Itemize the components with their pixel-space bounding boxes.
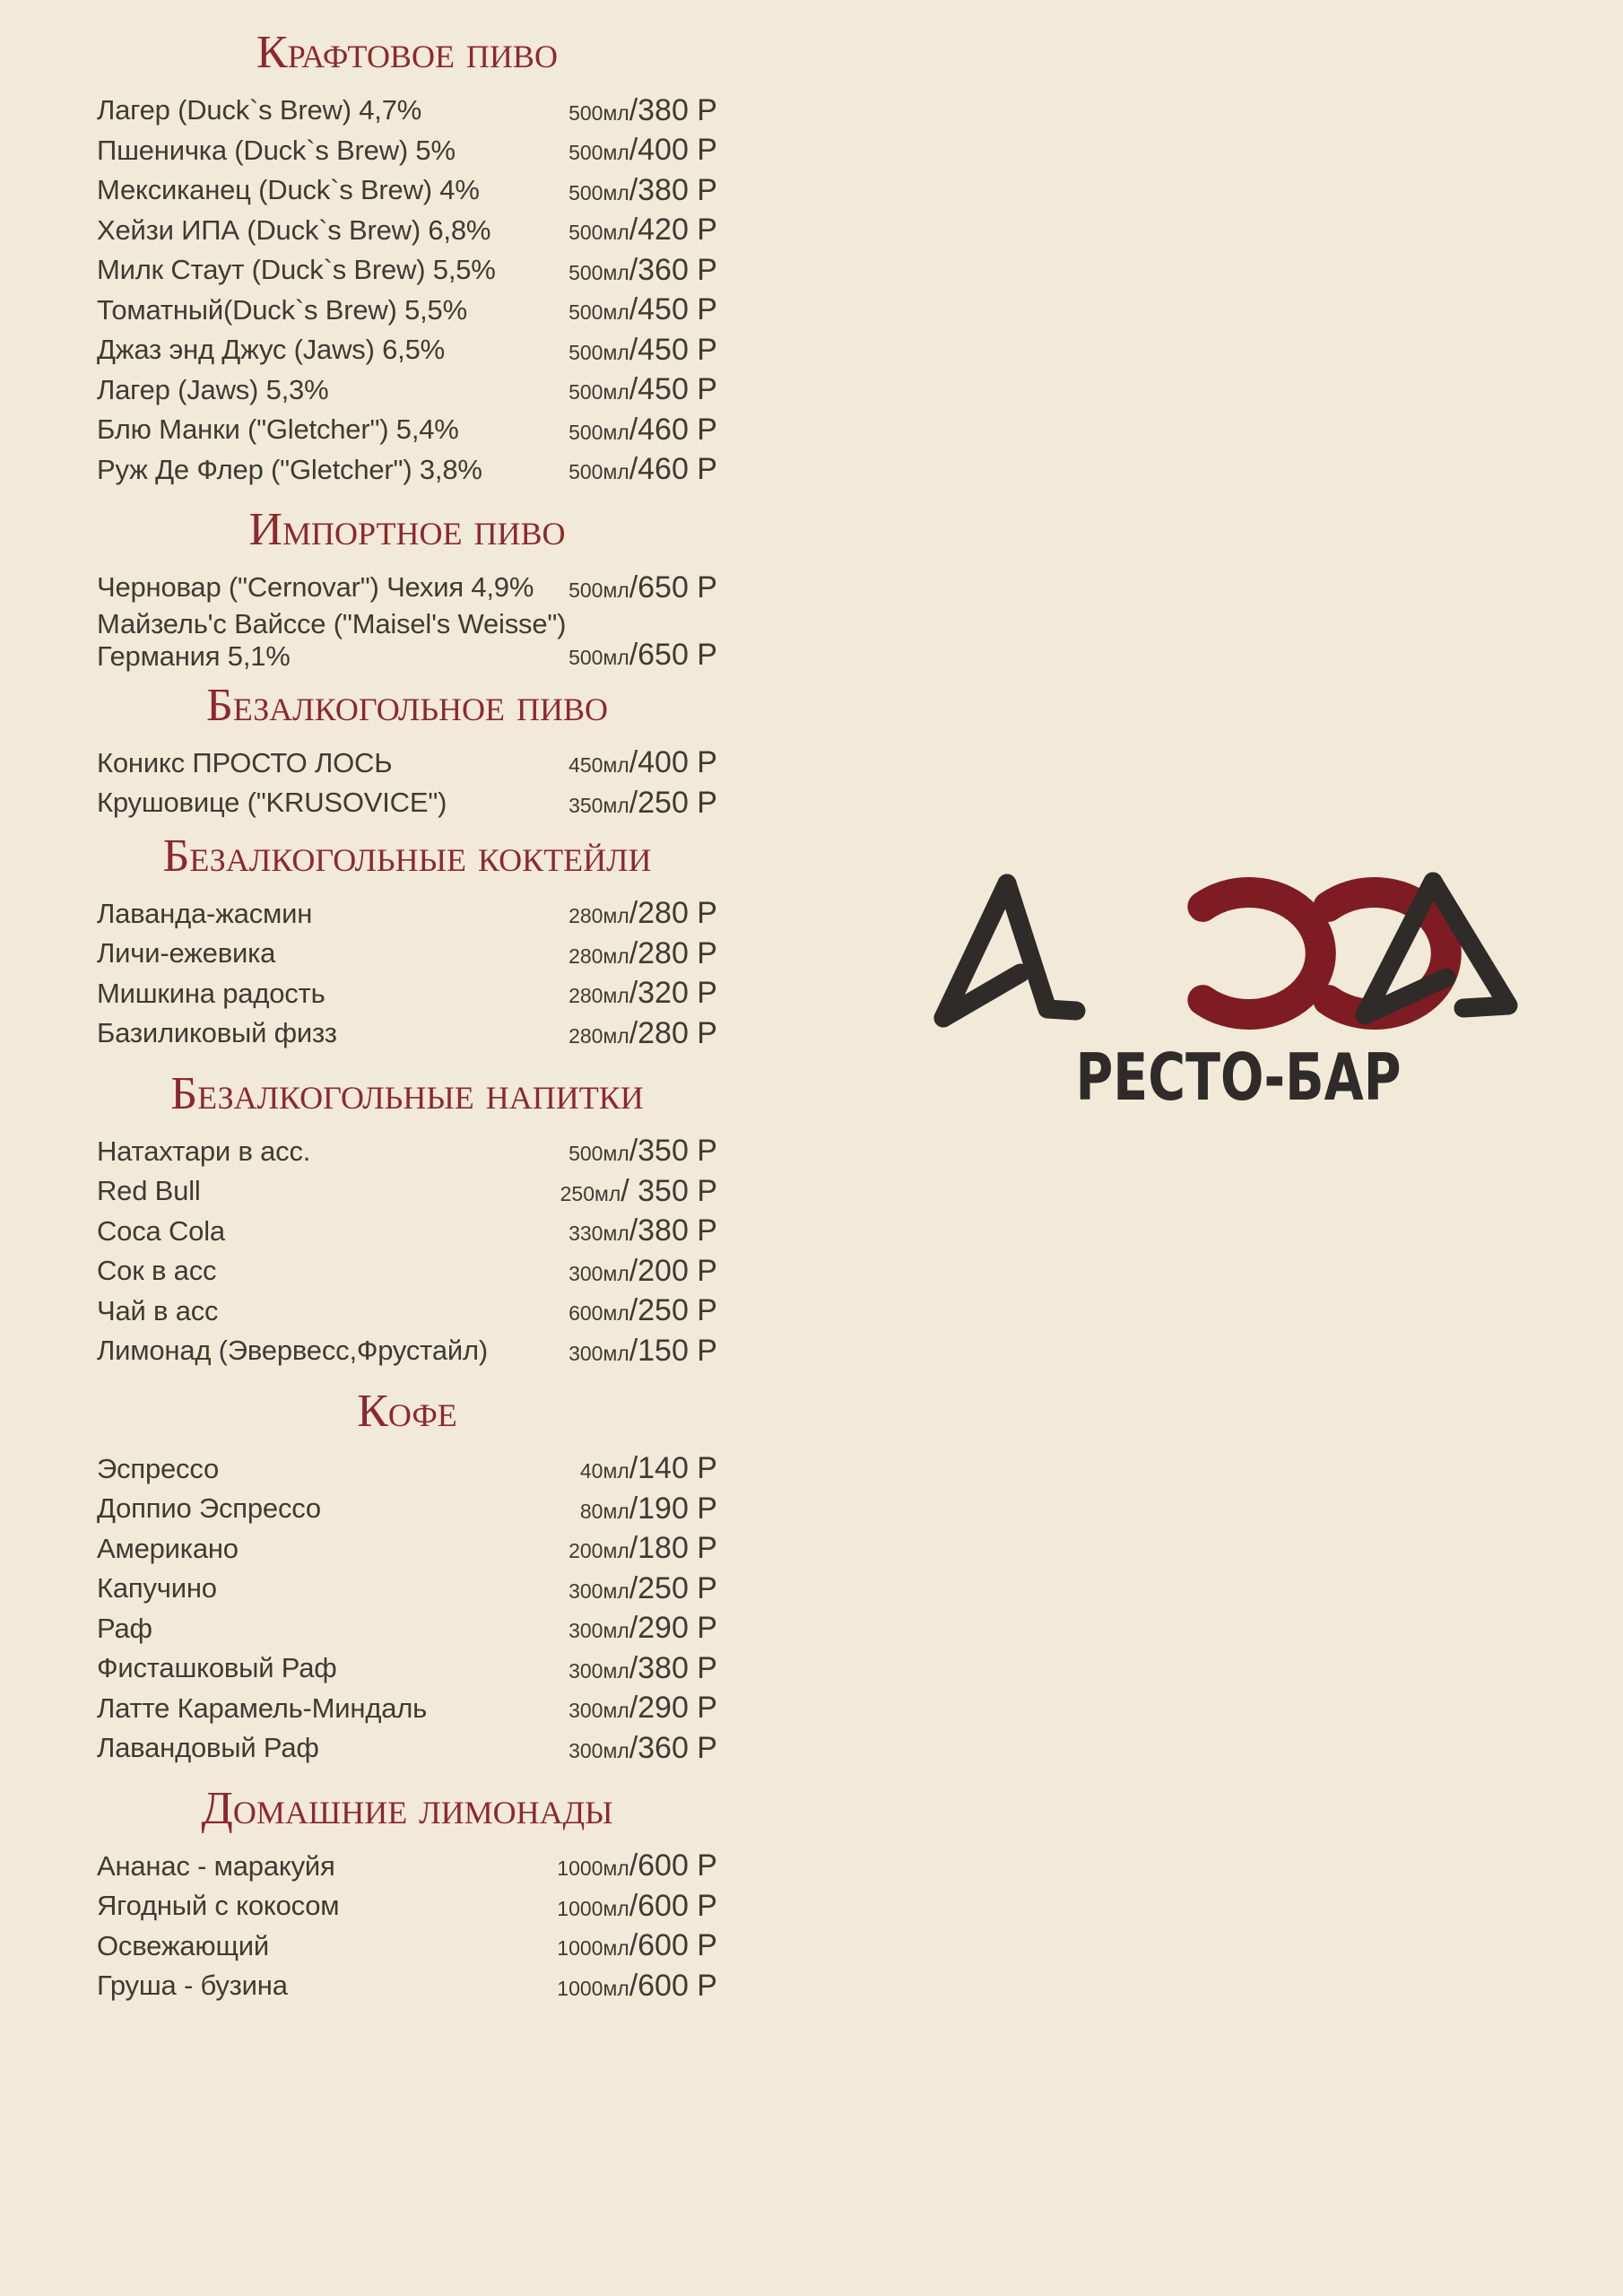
item-name-line1: Черновар ("Cernovar") Чехия 4,9%: [97, 571, 534, 604]
item-name-line1: Майзель'с Вайссе ("Maisel's Weisse"): [97, 607, 567, 639]
item-name: [97, 94, 421, 126]
item-amount: /360 Р: [629, 1730, 717, 1765]
menu-item-row: [97, 410, 717, 450]
item-amount: /180 Р: [629, 1531, 717, 1566]
section-title: Кофе: [357, 1385, 457, 1437]
section-rows: [97, 91, 717, 490]
section-title: Крафтовое пиво: [256, 27, 558, 78]
section-title: Домашние лимонады: [201, 1782, 613, 1834]
item-name-line1: Крушовице ("KRUSOVICE"): [97, 787, 447, 819]
item-volume: 500мл: [568, 645, 629, 669]
item-name-line1: Руж Де Флер ("Gletcher") 3,8%: [97, 453, 482, 485]
logo-subtitle: РЕСТО-БАР: [1075, 1039, 1402, 1110]
menu-item-row: [97, 783, 717, 823]
menu-item-row: [97, 608, 717, 673]
item-name: [97, 1017, 337, 1049]
item-volume: 500мл: [568, 578, 629, 602]
item-name-line1: Coca Cola: [97, 1214, 225, 1247]
section-rows: [97, 1847, 717, 2006]
menu-item-row: [97, 1689, 717, 1729]
item-name-line2: Германия 5,1%: [97, 639, 291, 672]
item-amount: /460 Р: [629, 452, 717, 487]
item-price: [568, 638, 717, 673]
item-volume: 300мл: [568, 1578, 629, 1603]
section-rows: [97, 894, 717, 1054]
item-name: [97, 1135, 310, 1168]
item-price: [568, 93, 717, 128]
item-price: [568, 1571, 717, 1606]
menu-section: [97, 1066, 717, 1371]
menu-item-row: [97, 1489, 717, 1529]
menu-item-row: [97, 1529, 717, 1570]
item-price: [557, 1928, 717, 1963]
item-name: [97, 1692, 427, 1725]
item-name-line1: Лагер (Jaws) 5,3%: [97, 373, 329, 405]
item-name-line1: Доппио Эспрессо: [97, 1492, 321, 1525]
menu-item-row: [97, 1886, 717, 1926]
item-name: [97, 174, 480, 206]
menu-item-row: [97, 1251, 717, 1292]
item-volume: 280мл: [568, 904, 629, 928]
item-name-line1: Раф: [97, 1612, 152, 1644]
menu-item-row: [97, 974, 717, 1014]
item-volume: 600мл: [568, 1301, 629, 1326]
menu-item-row: [97, 1926, 717, 1967]
item-volume: 1000мл: [557, 1896, 629, 1920]
item-volume: 500мл: [568, 1142, 629, 1166]
item-volume: 500мл: [568, 100, 629, 125]
section-title: Безалкогольные напитки: [170, 1067, 644, 1119]
item-name: [97, 1850, 335, 1883]
section-rows: [97, 568, 717, 673]
menu-item-row: [97, 131, 717, 171]
item-amount: /290 Р: [629, 1611, 717, 1646]
menu-item-row: [97, 330, 717, 370]
item-amount: /150 Р: [629, 1333, 717, 1368]
item-name-line1: Red Bull: [97, 1175, 201, 1207]
item-amount: /450 Р: [629, 332, 717, 367]
item-amount: /400 Р: [629, 745, 717, 780]
menu-item-row: [97, 91, 717, 131]
item-amount: /420 Р: [629, 213, 717, 248]
menu-section: [97, 678, 717, 823]
item-amount: / 350 Р: [621, 1173, 717, 1208]
menu-item-row: [97, 1966, 717, 2006]
menu-item-row: [97, 1132, 717, 1172]
item-name: [97, 294, 467, 326]
item-name-line1: Ягодный с кокосом: [97, 1890, 340, 1922]
menu-section: [97, 25, 717, 490]
menu-item-row: [97, 1212, 717, 1252]
item-name: [97, 1533, 239, 1565]
item-price: [568, 745, 717, 780]
item-volume: 500мл: [568, 260, 629, 284]
item-name-line1: Личи-ежевика: [97, 937, 276, 970]
item-price: [568, 133, 717, 168]
menu-item-row: [97, 1569, 717, 1609]
item-name-line1: Эспрессо: [97, 1452, 220, 1484]
item-name-line1: Лаванда-жасмин: [97, 897, 313, 929]
item-volume: 500мл: [568, 460, 629, 484]
item-volume: 200мл: [568, 1539, 629, 1563]
menu-section: [97, 829, 717, 1054]
item-price: [568, 1134, 717, 1169]
item-volume: 250мл: [560, 1181, 621, 1205]
item-amount: /360 Р: [629, 252, 717, 287]
item-volume: 300мл: [568, 1341, 629, 1365]
item-name: [97, 1930, 269, 1962]
item-price: [557, 1889, 717, 1924]
section-title: Безалкогольные коктейли: [162, 830, 652, 882]
item-name: [97, 1492, 321, 1525]
item-price: [568, 570, 717, 605]
item-price: [568, 333, 717, 368]
item-name-line1: Мексиканец (Duck`s Brew) 4%: [97, 174, 480, 206]
item-price: [568, 936, 717, 971]
menu-item-row: [97, 450, 717, 491]
item-name: [97, 1335, 488, 1367]
item-name: [97, 454, 482, 486]
item-amount: /650 Р: [629, 637, 717, 672]
item-name: [97, 1613, 152, 1645]
item-amount: /460 Р: [629, 412, 717, 447]
item-amount: /600 Р: [629, 1928, 717, 1963]
menu-item-row: [97, 1292, 717, 1332]
menu-section: [97, 1781, 717, 2006]
logo: [933, 868, 1524, 1110]
logo-acca-mark: [933, 868, 1524, 1110]
item-volume: 40мл: [579, 1459, 629, 1483]
item-price: [568, 1213, 717, 1248]
item-name: [97, 334, 445, 366]
item-volume: 500мл: [568, 221, 629, 245]
section-title: Импортное пиво: [248, 504, 566, 555]
item-name: [97, 1652, 337, 1684]
item-name-line1: Пшеничка (Duck`s Brew) 5%: [97, 134, 456, 166]
item-volume: 300мл: [568, 1619, 629, 1643]
item-price: [568, 1334, 717, 1369]
item-price: [568, 976, 717, 1011]
item-price: [568, 292, 717, 327]
item-name-line1: Милк Стаут (Duck`s Brew) 5,5%: [97, 254, 496, 286]
menu-item-row: [97, 1648, 717, 1689]
menu-item-row: [97, 370, 717, 411]
item-amount: /450 Р: [629, 372, 717, 407]
item-amount: /600 Р: [629, 1888, 717, 1923]
item-name-line1: Лагер (Duck`s Brew) 4,7%: [97, 94, 422, 126]
item-name-line1: Латте Карамель-Миндаль: [97, 1692, 428, 1724]
item-volume: 1000мл: [557, 1976, 629, 2000]
item-price: [560, 1174, 717, 1209]
item-price: [568, 1731, 717, 1766]
menu-item-row: [97, 744, 717, 784]
item-name: [97, 413, 459, 446]
menu-item-row: [97, 1331, 717, 1371]
item-name-line1: Освежающий: [97, 1929, 269, 1961]
item-volume: 300мл: [568, 1261, 629, 1285]
item-volume: 280мл: [568, 984, 629, 1008]
item-name: [97, 1295, 218, 1327]
item-volume: 330мл: [568, 1222, 629, 1246]
menu-section: [97, 502, 717, 673]
item-amount: /600 Р: [629, 1848, 717, 1883]
item-name: [97, 1255, 216, 1287]
item-name-line1: Мишкина радость: [97, 977, 325, 1009]
menu-item-row: [97, 1013, 717, 1054]
item-price: [568, 253, 717, 288]
item-amount: /600 Р: [629, 1968, 717, 2003]
menu-item-row: [97, 934, 717, 974]
menu-item-row: [97, 1847, 717, 1887]
item-amount: /280 Р: [629, 896, 717, 931]
item-price: [568, 1531, 717, 1566]
item-name-line1: Коникс ПРОСТО ЛОСЬ: [97, 746, 393, 778]
item-amount: /450 Р: [629, 292, 717, 327]
item-volume: 500мл: [568, 380, 629, 404]
item-name-line1: Джаз энд Джус (Jaws) 6,5%: [97, 334, 445, 366]
menu-item-row: [97, 1449, 717, 1490]
item-name: [97, 747, 392, 779]
item-amount: /250 Р: [629, 785, 717, 820]
item-name: [97, 1732, 319, 1764]
item-volume: 500мл: [568, 141, 629, 165]
menu-item-row: [97, 170, 717, 211]
item-volume: 80мл: [579, 1499, 629, 1523]
item-price: [568, 372, 717, 407]
item-name: [97, 787, 447, 819]
item-volume: 450мл: [568, 753, 629, 778]
item-name: [97, 135, 456, 167]
item-amount: /400 Р: [629, 133, 717, 168]
item-price: [568, 213, 717, 248]
item-name: [97, 1175, 201, 1207]
item-name: [97, 214, 490, 247]
item-volume: 280мл: [568, 944, 629, 968]
item-volume: 500мл: [568, 180, 629, 204]
item-price: [568, 1016, 717, 1051]
item-amount: /250 Р: [629, 1570, 717, 1605]
item-name-line1: Томатный(Duck`s Brew) 5,5%: [97, 293, 467, 326]
item-price: [568, 786, 717, 821]
item-name: [97, 1453, 219, 1485]
item-name-line1: Американо: [97, 1532, 239, 1564]
item-amount: /380 Р: [629, 172, 717, 207]
item-price: [568, 1293, 717, 1328]
menu-item-row: [97, 894, 717, 935]
item-price: [568, 1254, 717, 1289]
menu-column: [97, 25, 717, 2006]
item-volume: 300мл: [568, 1658, 629, 1683]
item-name-line1: Сок в асс: [97, 1255, 217, 1287]
item-name-line1: Лавандовый Раф: [97, 1732, 319, 1764]
item-amount: /320 Р: [629, 976, 717, 1011]
menu-item-row: [97, 1728, 717, 1769]
item-name-line1: Груша - бузина: [97, 1970, 288, 2002]
item-name-line1: Натахтари в асс.: [97, 1135, 311, 1167]
menu-item-row: [97, 568, 717, 608]
menu-item-row: [97, 291, 717, 331]
menu-section: [97, 1384, 717, 1769]
item-price: [580, 1492, 717, 1526]
item-volume: 300мл: [568, 1738, 629, 1762]
item-price: [568, 896, 717, 931]
item-amount: /650 Р: [629, 570, 717, 604]
item-price: [557, 1848, 717, 1883]
item-price: [568, 1611, 717, 1646]
logo-letter-c-first: [1202, 892, 1320, 1014]
item-name: [97, 374, 328, 406]
section-rows: [97, 1132, 717, 1371]
item-amount: /200 Р: [629, 1253, 717, 1288]
item-name: [97, 1890, 339, 1922]
menu-item-row: [97, 250, 717, 291]
item-price: [568, 173, 717, 208]
item-volume: 300мл: [568, 1699, 629, 1723]
menu-item-row: [97, 1171, 717, 1212]
item-name-line1: Хейзи ИПА (Duck`s Brew) 6,8%: [97, 213, 491, 246]
item-price: [568, 413, 717, 448]
item-volume: 350мл: [568, 793, 629, 817]
item-name-line1: Блю Манки ("Gletcher") 5,4%: [97, 413, 459, 446]
item-name: [97, 1970, 288, 2002]
item-name: [97, 571, 534, 604]
item-amount: /190 Р: [629, 1491, 717, 1526]
item-price: [568, 1651, 717, 1686]
item-amount: /350 Р: [629, 1134, 717, 1169]
item-name: [97, 608, 566, 673]
item-amount: /380 Р: [629, 92, 717, 127]
item-amount: /280 Р: [629, 1015, 717, 1050]
item-amount: /380 Р: [629, 1650, 717, 1685]
item-name-line1: Базиликовый физз: [97, 1017, 337, 1049]
item-price: [580, 1451, 717, 1486]
item-name: [97, 254, 496, 286]
item-name-line1: Фисташковый Раф: [97, 1652, 337, 1684]
logo-letter-a-first: [943, 883, 1076, 1018]
item-price: [568, 1691, 717, 1726]
item-name-line1: Лимонад (Эвервесс,Фрустайл): [97, 1335, 488, 1367]
item-amount: /380 Р: [629, 1213, 717, 1248]
item-amount: /280 Р: [629, 935, 717, 970]
item-volume: 280мл: [568, 1023, 629, 1048]
item-volume: 500мл: [568, 340, 629, 364]
item-volume: 1000мл: [557, 1857, 629, 1881]
section-title: Безалкогольное пиво: [205, 679, 609, 731]
item-name-line1: Ананас - маракуйя: [97, 1849, 335, 1882]
menu-item-row: [97, 1609, 717, 1649]
item-amount: /140 Р: [629, 1451, 717, 1486]
item-price: [568, 452, 717, 487]
menu-item-row: [97, 211, 717, 251]
item-name: [97, 1572, 217, 1605]
item-name-line1: Чай в асс: [97, 1294, 219, 1326]
item-volume: 500мл: [568, 420, 629, 444]
item-price: [557, 1969, 717, 2004]
section-rows: [97, 1449, 717, 1769]
item-name-line1: Капучино: [97, 1572, 217, 1605]
item-name: [97, 978, 325, 1010]
item-name: [97, 937, 275, 970]
item-amount: /250 Р: [629, 1293, 717, 1328]
item-volume: 500мл: [568, 300, 629, 325]
section-rows: [97, 744, 717, 823]
item-volume: 1000мл: [557, 1936, 629, 1961]
item-name: [97, 898, 312, 930]
item-amount: /290 Р: [629, 1691, 717, 1726]
item-name: [97, 1215, 225, 1248]
